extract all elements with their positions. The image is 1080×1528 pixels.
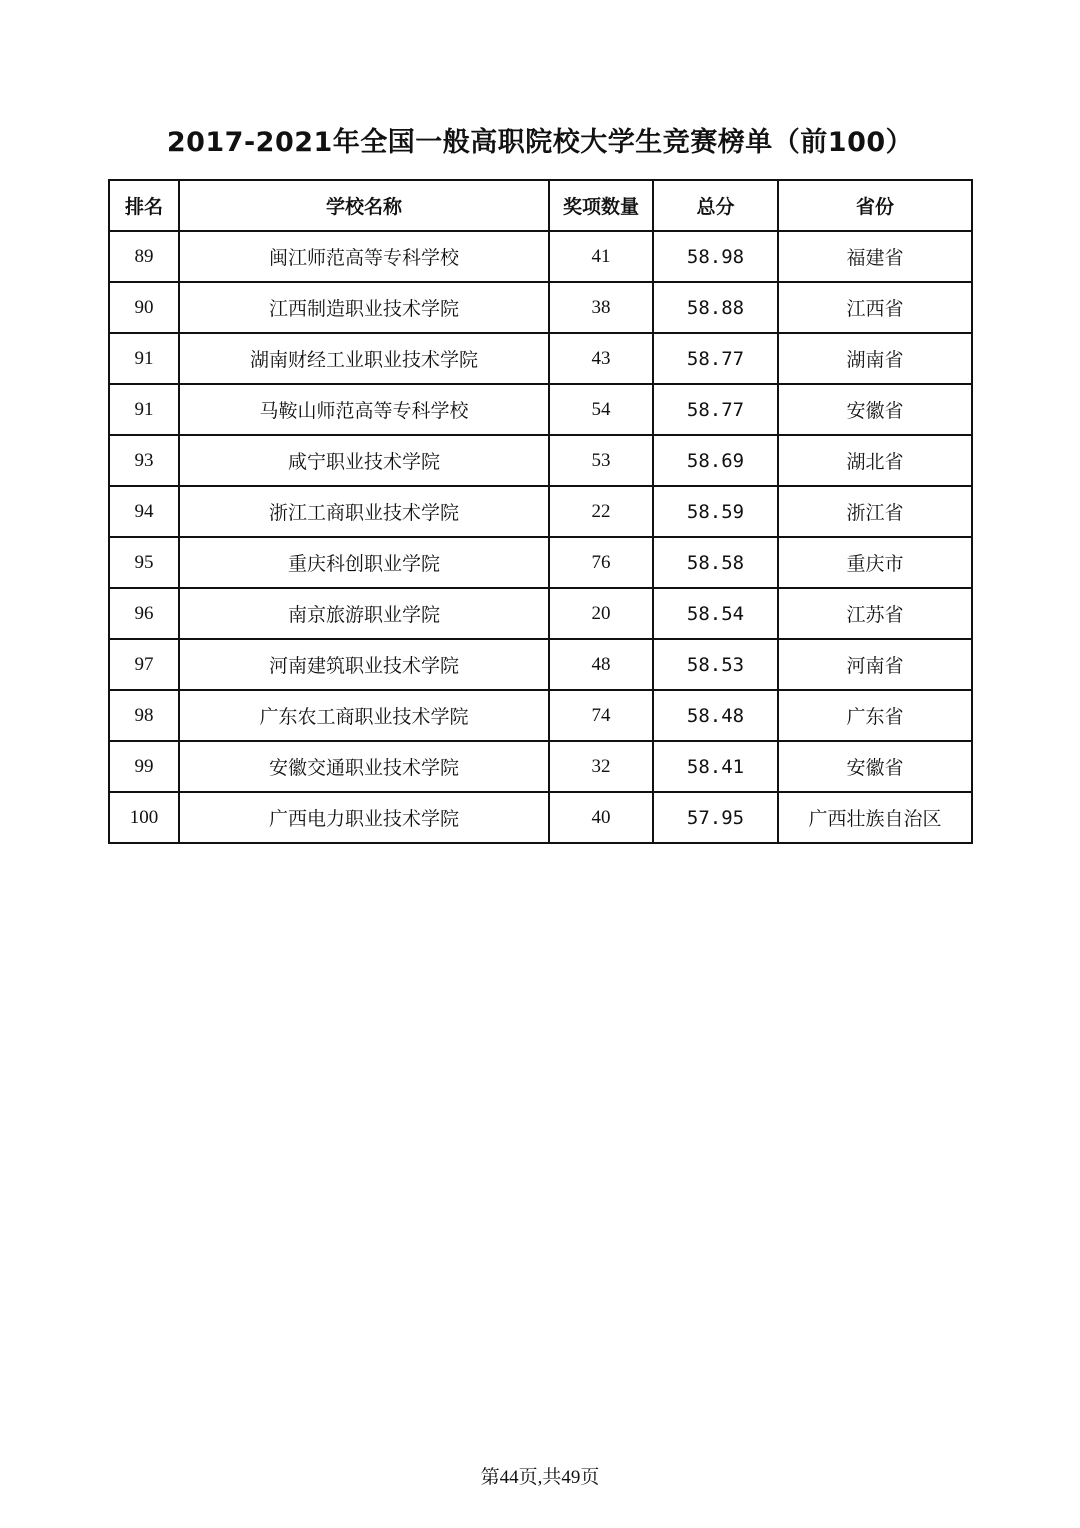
school-name-cell: 广西电力职业技术学院 <box>179 792 549 843</box>
rank-cell: 100 <box>109 792 179 843</box>
province-cell: 湖北省 <box>778 435 972 486</box>
header-rank: 排名 <box>109 180 179 231</box>
province-cell: 广西壮族自治区 <box>778 792 972 843</box>
rank-cell: 96 <box>109 588 179 639</box>
total-score-cell: 58.54 <box>653 588 778 639</box>
school-name-cell: 安徽交通职业技术学院 <box>179 741 549 792</box>
rank-cell: 98 <box>109 690 179 741</box>
table-row <box>109 639 972 690</box>
rank-cell: 91 <box>109 333 179 384</box>
award-count-cell: 53 <box>549 435 653 486</box>
province-cell: 江苏省 <box>778 588 972 639</box>
school-name-cell: 浙江工商职业技术学院 <box>179 486 549 537</box>
award-count-cell: 48 <box>549 639 653 690</box>
award-count-cell: 74 <box>549 690 653 741</box>
table-row <box>109 231 972 282</box>
table-row <box>109 741 972 792</box>
header-award-count: 奖项数量 <box>549 180 653 231</box>
award-count-cell: 32 <box>549 741 653 792</box>
table-row <box>109 282 972 333</box>
total-score-cell: 58.88 <box>653 282 778 333</box>
province-cell: 重庆市 <box>778 537 972 588</box>
school-name-cell: 闽江师范高等专科学校 <box>179 231 549 282</box>
table-body <box>109 231 972 843</box>
table-row <box>109 384 972 435</box>
rank-cell: 93 <box>109 435 179 486</box>
table-row <box>109 486 972 537</box>
award-count-cell: 41 <box>549 231 653 282</box>
province-cell: 浙江省 <box>778 486 972 537</box>
province-cell: 安徽省 <box>778 741 972 792</box>
table-row <box>109 537 972 588</box>
header-province: 省份 <box>778 180 972 231</box>
province-cell: 河南省 <box>778 639 972 690</box>
award-count-cell: 20 <box>549 588 653 639</box>
province-cell: 广东省 <box>778 690 972 741</box>
total-score-cell: 58.69 <box>653 435 778 486</box>
table-row <box>109 588 972 639</box>
school-name-cell: 广东农工商职业技术学院 <box>179 690 549 741</box>
school-name-cell: 咸宁职业技术学院 <box>179 435 549 486</box>
table-row <box>109 333 972 384</box>
table-row <box>109 435 972 486</box>
total-score-cell: 58.98 <box>653 231 778 282</box>
header-total-score: 总分 <box>653 180 778 231</box>
award-count-cell: 54 <box>549 384 653 435</box>
total-score-cell: 58.53 <box>653 639 778 690</box>
province-cell: 江西省 <box>778 282 972 333</box>
page-number: 第44页,共49页 <box>480 1467 600 1488</box>
rank-cell: 94 <box>109 486 179 537</box>
total-score-cell: 58.77 <box>653 384 778 435</box>
total-score-cell: 58.41 <box>653 741 778 792</box>
header-school-name: 学校名称 <box>179 180 549 231</box>
school-name-cell: 湖南财经工业职业技术学院 <box>179 333 549 384</box>
total-score-cell: 58.59 <box>653 486 778 537</box>
total-score-cell: 58.48 <box>653 690 778 741</box>
award-count-cell: 43 <box>549 333 653 384</box>
award-count-cell: 76 <box>549 537 653 588</box>
total-score-cell: 58.77 <box>653 333 778 384</box>
province-cell: 湖南省 <box>778 333 972 384</box>
table-header-row <box>109 180 972 231</box>
school-name-cell: 重庆科创职业学院 <box>179 537 549 588</box>
award-count-cell: 38 <box>549 282 653 333</box>
ranking-table <box>108 179 973 844</box>
rank-cell: 89 <box>109 231 179 282</box>
rank-cell: 90 <box>109 282 179 333</box>
table-row <box>109 792 972 843</box>
total-score-cell: 57.95 <box>653 792 778 843</box>
total-score-cell: 58.58 <box>653 537 778 588</box>
province-cell: 安徽省 <box>778 384 972 435</box>
table-row <box>109 690 972 741</box>
school-name-cell: 江西制造职业技术学院 <box>179 282 549 333</box>
school-name-cell: 河南建筑职业技术学院 <box>179 639 549 690</box>
rank-cell: 95 <box>109 537 179 588</box>
award-count-cell: 22 <box>549 486 653 537</box>
school-name-cell: 马鞍山师范高等专科学校 <box>179 384 549 435</box>
province-cell: 福建省 <box>778 231 972 282</box>
page-title: 2017-2021年全国一般高职院校大学生竞赛榜单（前100） <box>166 127 914 158</box>
rank-cell: 97 <box>109 639 179 690</box>
award-count-cell: 40 <box>549 792 653 843</box>
school-name-cell: 南京旅游职业学院 <box>179 588 549 639</box>
rank-cell: 91 <box>109 384 179 435</box>
rank-cell: 99 <box>109 741 179 792</box>
